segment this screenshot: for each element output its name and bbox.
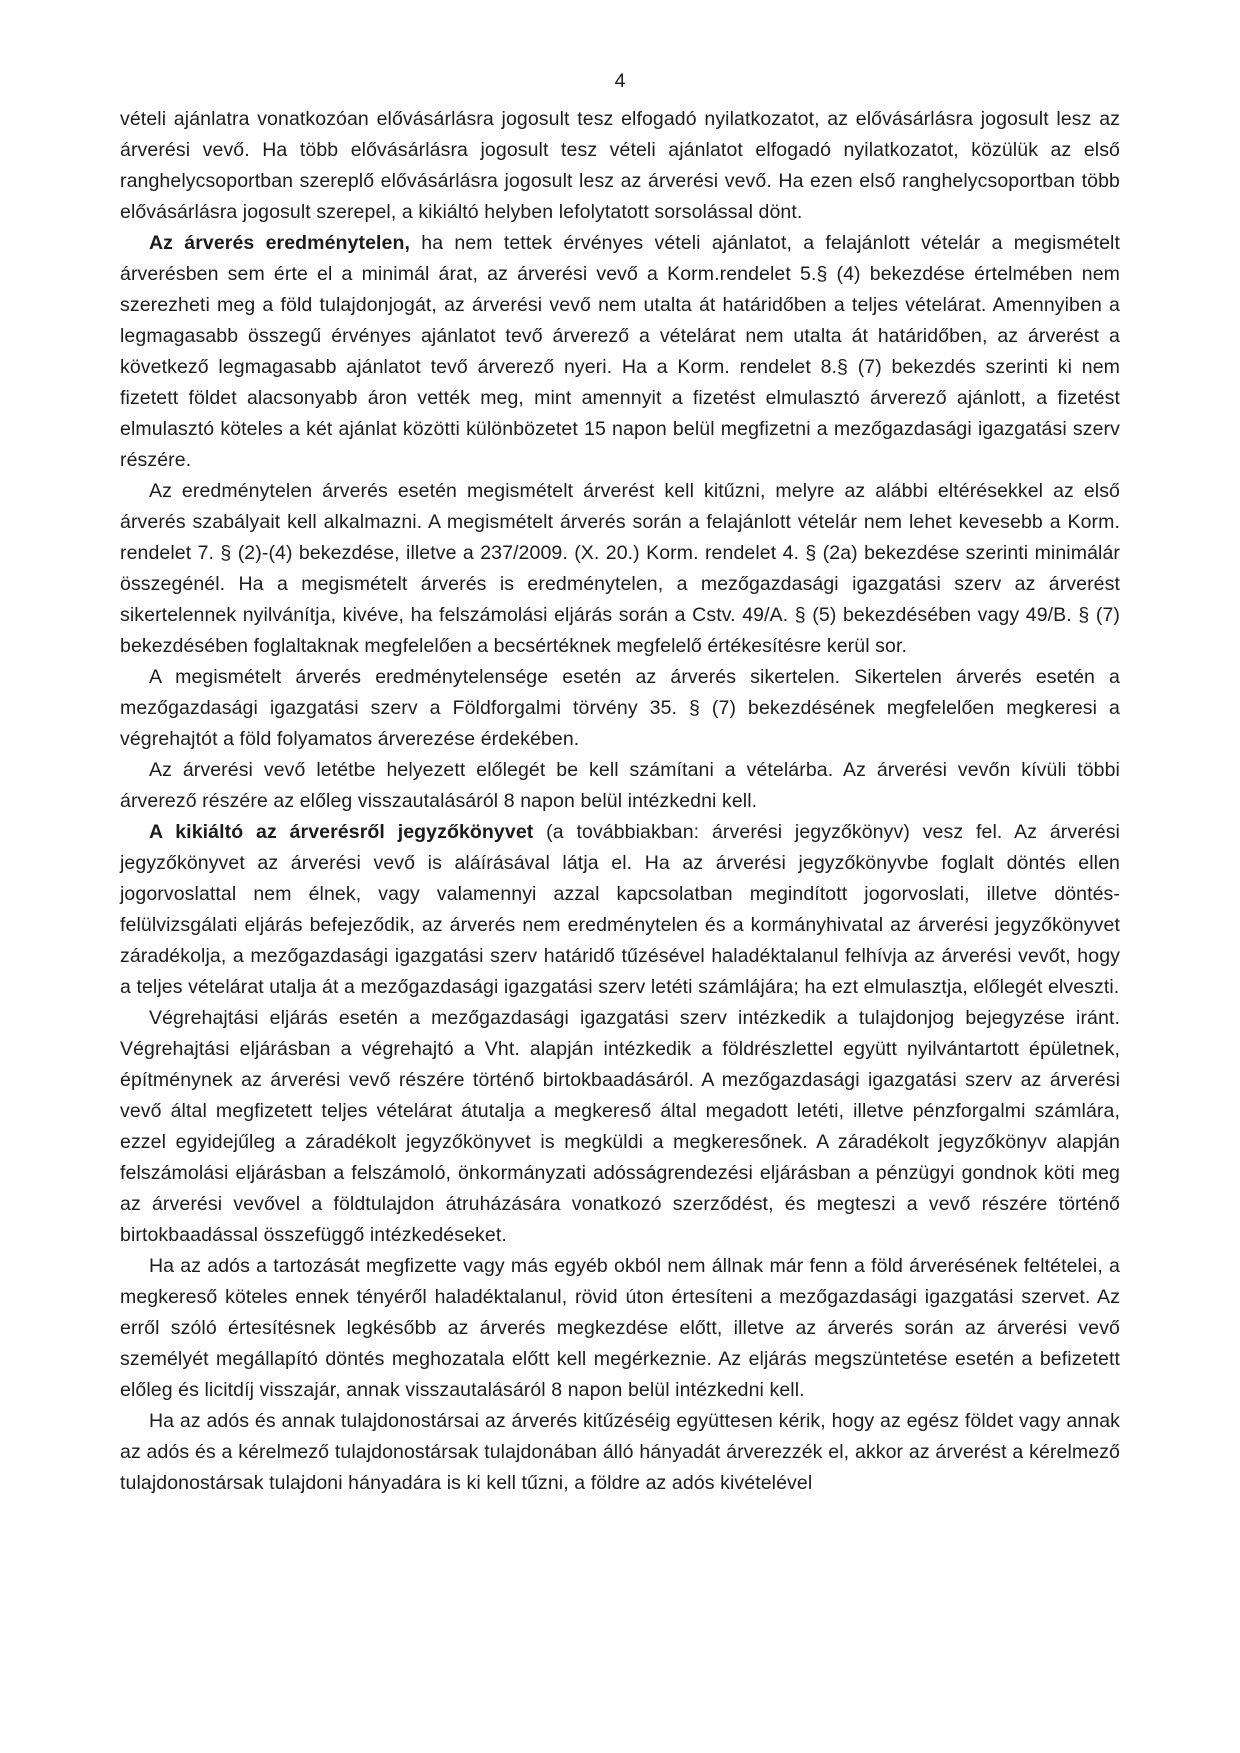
paragraph-continuation [120,104,1120,228]
paragraph-failed-auction [120,662,1120,755]
paragraph-debt-paid [120,1251,1120,1406]
paragraph-enforcement-procedure [120,1003,1120,1251]
paragraph-text: Végrehajtási eljárás esetén a mezőgazdasági igazgatási szerv intézkedik a tulajdonjog bejegyzése iránt. Végrehajtási eljárásban a végrehajtó a Vht. alapján intézkedik a földrészlettel együtt nyilvántartott épületnek, építménynek az árverési vevő részére történő birtokbaadásáról. A mezőgazdasági igazgatási szerv az árverési vevő által megfizetett teljes vételárat átutalja a megkereső által megadott letéti, illetve pénzforgalmi számlára, ezzel egyidejűleg a záradékolt jegyzőkönyvet is megküldi a megkeresőnek. A záradékolt jegyzőkönyv alapján felszámolási eljárásban a felszámoló, önkormányzati adósságrendezési eljárásban a pénzügyi gondnok köti meg az árverési vevővel a földtulajdon átruházására vonatkozó szerződést, és megteszi a vevő részére történő birtokbaadással összefüggő intézkedéseket. [120,1007,1120,1246]
paragraph-text: Az árverési vevő letétbe helyezett előlegét be kell számítani a vételárba. Az árverési vevőn kívüli többi árverező részére az előleg visszautalásáról 8 napon belül intézkedni kell. [120,759,1120,812]
paragraph-text: Ha az adós a tartozását megfizette vagy más egyéb okból nem állnak már fenn a föld árverésének feltételei, a megkereső köteles ennek tényéről haladéktalanul, rövid úton értesíteni a mezőgazdasági igazgatási szervet. Az erről szóló értesítésnek legkésőbb az árverés megkezdése előtt, illetve az árverés során az árverési vevő személyét megállapító döntés meghozatala előtt kell megérkeznie. Az eljárás megszüntetése esetén a befizetett előleg és licitdíj visszajár, annak visszautalásáról 8 napon belül intézkedni kell. [120,1255,1120,1401]
paragraph-auction-record [120,817,1120,1003]
paragraph-text: (a továbbiakban: árverési jegyzőkönyv) vesz fel. Az árverési jegyzőkönyvet az árverési vevő is aláírásával látja el. Ha az árverési jegyzőkönyvbe foglalt döntés ellen jogorvoslattal nem élnek, vagy valamennyi azzal kapcsolatban megindított jogorvoslati, illetve döntés-felülvizsgálati eljárás befejeződik, az árverés nem eredménytelen és a kormányhivatal az árverési jegyzőkönyvet záradékolja, a mezőgazdasági igazgatási szerv határidő tűzésével haladéktalanul felhívja az árverési vevőt, hogy a teljes vételárat utalja át a mezőgazdasági igazgatási szerv letéti számlájára; ha ezt elmulasztja, előlegét elveszti. [120,821,1120,998]
paragraph-text: vételi ajánlatra vonatkozóan elővásárlásra jogosult tesz elfogadó nyilatkozatot, az elővásárlásra jogosult lesz az árverési vevő. Ha több elővásárlásra jogosult tesz vételi ajánlatot elfogadó nyilatkozatot, közülük az első ranghelycsoportban szereplő elővásárlásra jogosult lesz az árverési vevő. Ha ezen első ranghelycsoportban több elővásárlásra jogosult szerepel, a kikiáltó helyben lefolytatott sorsolással dönt. [120,108,1120,223]
bold-lead: A kikiáltó az árverésről jegyzőkönyvet [149,821,534,843]
bold-lead: Az árverés eredménytelen, [149,232,411,254]
paragraph-auction-unsuccessful [120,228,1120,476]
paragraph-text: ha nem tettek érvényes vételi ajánlatot, a felajánlott vételár a megismételt árverésben sem érte el a minimál árat, az árverési vevő a Korm.rendelet 5.§ (4) bekezdése értelmében nem szerezheti meg a föld tulajdonjogát, az árverési vevő nem utalta át határidőben a teljes vételárat. Amennyiben a legmagasabb összegű érvényes ajánlatot tevő árverező a vételárat nem utalta át határidőben, az árverést a következő legmagasabb ajánlatot tevő árverező nyeri. Ha a Korm. rendelet 8.§ (7) bekezdés szerinti ki nem fizetett földet alacsonyabb áron vették meg, mint amennyit a fizetést elmulasztó árverező ajánlott, a fizetést elmulasztó köteles a két ajánlat közötti különbözetet 15 napon belül megfizetni a mezőgazdasági igazgatási szerv részére. [120,232,1120,471]
paragraph-deposit [120,755,1120,817]
paragraph-repeated-auction [120,476,1120,662]
page-number: 4 [614,70,626,92]
paragraph-co-owners [120,1406,1120,1499]
paragraph-text: A megismételt árverés eredménytelensége esetén az árverés sikertelen. Sikertelen árverés esetén a mezőgazdasági igazgatási szerv a Földforgalmi törvény 35. § (7) bekezdésének megfelelően megkeresi a végrehajtót a föld folyamatos árverezése érdekében. [120,666,1120,750]
paragraph-text: Ha az adós és annak tulajdonostársai az árverés kitűzéséig együttesen kérik, hogy az egész földet vagy annak az adós és a kérelmező tulajdonostársak tulajdonában álló hányadát árverezzék el, akkor az árverést a kérelmező tulajdonostársak tulajdoni hányadára is ki kell tűzni, a földre az adós kivételével [120,1410,1120,1494]
document-body [120,104,1120,1499]
paragraph-text: Az eredménytelen árverés esetén megismételt árverést kell kitűzni, melyre az alábbi eltérésekkel az első árverés szabályait kell alkalmazni. A megismételt árverés során a felajánlott vételár nem lehet kevesebb a Korm. rendelet 7. § (2)-(4) bekezdése, illetve a 237/2009. (X. 20.) Korm. rendelet 4. § (2a) bekezdése szerinti minimálár összegénél. Ha a megismételt árverés is eredménytelen, a mezőgazdasági igazgatási szerv az árverést sikertelennek nyilvánítja, kivéve, ha felszámolási eljárás során a Cstv. 49/A. § (5) bekezdésében vagy 49/B. § (7) bekezdésében foglaltaknak megfelelően a becsértéknek megfelelő értékesítésre kerül sor. [120,480,1120,657]
